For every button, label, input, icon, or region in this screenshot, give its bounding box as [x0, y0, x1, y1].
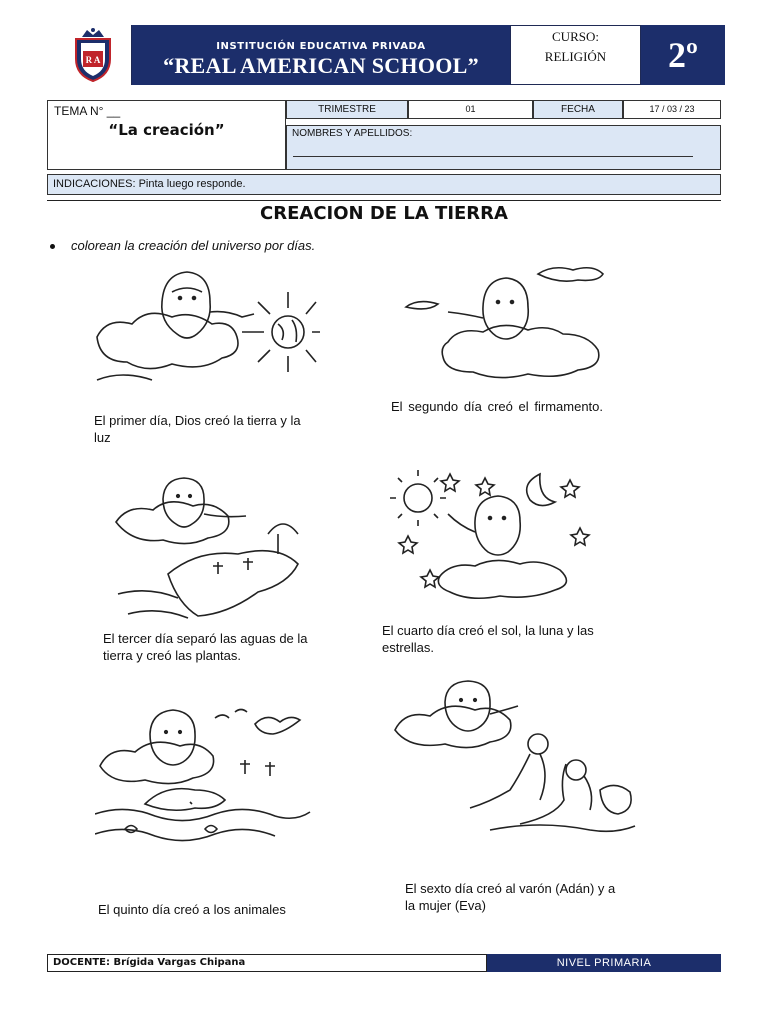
instruction-text: colorean la creación del universo por días.: [71, 238, 316, 253]
course-value: RELIGIÓN: [544, 49, 607, 64]
school-banner: [132, 25, 510, 85]
level-badge: NIVEL PRIMARIA: [487, 954, 721, 972]
day3-caption: El tercer día separó las aguas de la tierra y creó las plantas.: [103, 631, 308, 663]
svg-text:R A: R A: [85, 55, 101, 65]
day4-caption: El cuarto día creó el sol, la luna y las estrellas.: [382, 623, 594, 655]
institution-line: INSTITUCIÓN EDUCATIVA PRIVADA: [216, 41, 426, 52]
school-logo: [54, 25, 132, 85]
teacher-name: DOCENTE: Brígida Vargas Chipana: [47, 954, 487, 972]
fecha-value: 17 / 03 / 23: [623, 100, 721, 119]
tema-box: [47, 100, 286, 170]
day4-illustration-image: [390, 466, 600, 616]
trimestre-label: TRIMESTRE: [286, 100, 408, 119]
day1-illustration-image: [92, 262, 322, 402]
fecha-label: FECHA: [533, 100, 623, 119]
school-name: “REAL AMERICAN SCHOOL”: [163, 53, 479, 78]
bullet-icon: [50, 244, 55, 249]
shield-icon: [54, 25, 132, 85]
day5-illustration-image: [95, 704, 315, 854]
nombres-label: NOMBRES Y APELLIDOS:: [292, 128, 413, 139]
day2-illustration-image: [398, 262, 618, 392]
grade-badge: 2º: [641, 25, 725, 85]
page-title: CREACION DE LA TIERRA: [260, 203, 508, 224]
trimestre-value: 01: [408, 100, 533, 119]
divider: [47, 200, 721, 201]
name-write-line: [293, 156, 693, 157]
day1-caption: El primer día, Dios creó la tierra y la luz: [94, 413, 301, 445]
tema-label: TEMA N° __: [54, 104, 121, 118]
day6-illustration-image: [390, 680, 640, 840]
instruction-item: [50, 238, 315, 253]
tema-title: “La creación”: [108, 121, 225, 139]
course-box: [510, 25, 641, 85]
course-label: CURSO:: [552, 29, 599, 44]
day2-caption: El segundo día creó el firmamento.: [391, 399, 603, 414]
indicaciones: INDICACIONES: Pinta luego responde.: [47, 174, 721, 195]
day5-caption: El quinto día creó a los animales: [98, 902, 286, 917]
day3-illustration-image: [108, 474, 308, 624]
day6-caption: El sexto día creó al varón (Adán) y a la mujer (Eva): [405, 881, 616, 913]
nombres-field[interactable]: [286, 125, 721, 170]
